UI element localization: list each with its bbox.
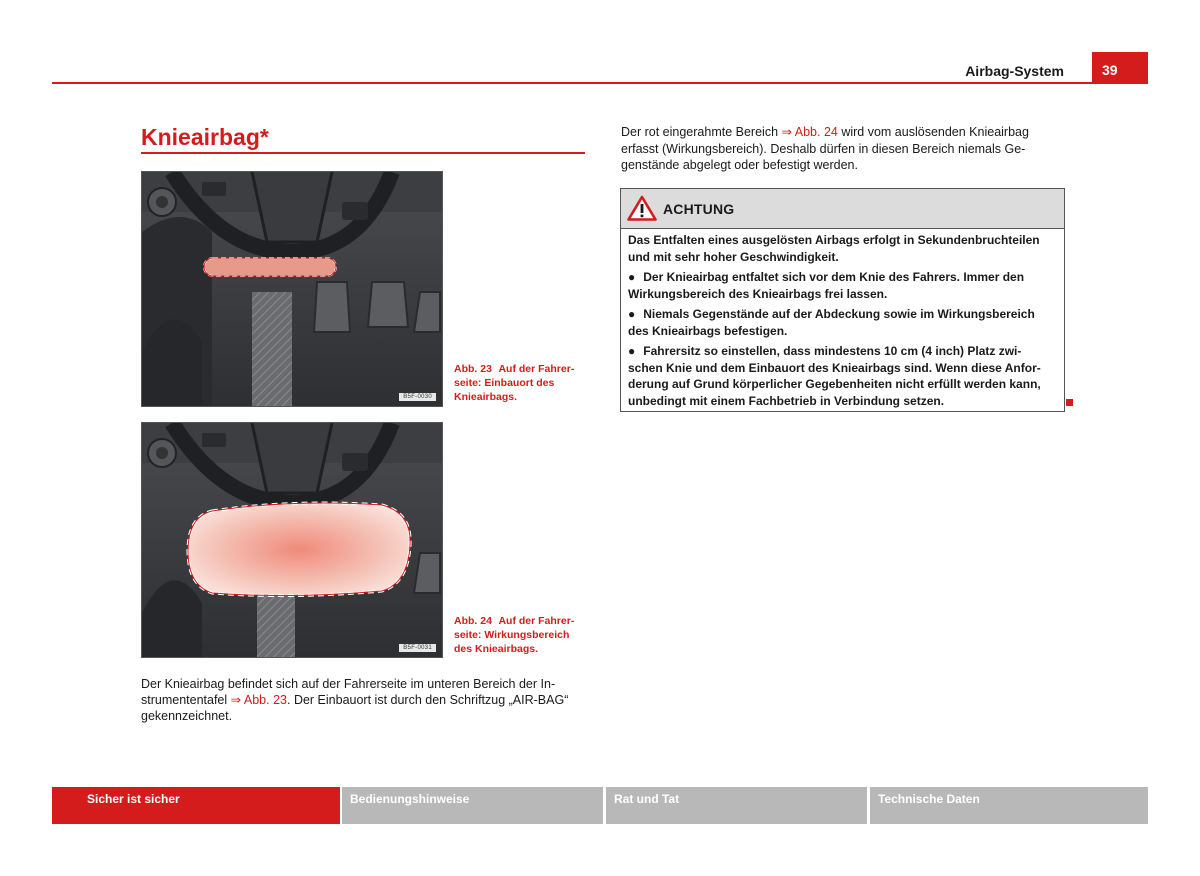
figure-caption <box>454 614 588 656</box>
page-number: 39 <box>1092 52 1148 84</box>
figure-knee-airbag-area <box>141 422 443 658</box>
bullet-icon: ● <box>628 307 636 321</box>
footer-tab-technische-daten[interactable]: Technische Daten <box>870 787 1148 824</box>
bullet-icon: ● <box>628 270 636 284</box>
body-paragraph-left <box>141 676 583 724</box>
warning-bullet <box>628 269 1056 302</box>
figure-reference-link[interactable]: ⇒ Abb. 23 <box>230 693 287 707</box>
body-paragraph-right <box>621 124 1061 174</box>
figure-reference-link[interactable]: ⇒ Abb. 24 <box>781 125 838 139</box>
warning-bullet <box>628 306 1056 339</box>
dashboard-illustration <box>142 423 442 657</box>
figure-caption-number: Abb. 24 <box>454 615 492 627</box>
footer-tab-sicher-ist-sicher[interactable]: Sicher ist sicher <box>52 787 340 824</box>
body-text: . Der Einbauort ist durch den Schriftzug „AIR-BAG“ gekennzeichnet. <box>141 693 569 723</box>
page-heading: Knieairbag* <box>141 124 269 150</box>
warning-bullet-text: Fahrersitz so einstellen, dass mindestens 10 cm (4 inch) Platz zwi-schen Knie und dem Einbauort des Knieairbags sind. Wenn diese Anfor-derung auf Grund körperlicher Gegebenheiten nicht erfüllt werden kann, unbedingt mit einem Fachbetrieb in Verbindung setzen. <box>628 344 1041 408</box>
bullet-icon: ● <box>628 344 636 358</box>
body-text: Der Knieairbag befindet sich auf der Fahrerseite im unteren Bereich der In-strumententafel <box>141 677 556 707</box>
warning-header <box>621 189 1064 229</box>
end-square-icon <box>1066 399 1073 406</box>
warning-title: ACHTUNG <box>663 201 735 217</box>
figure-code: B5F-0030 <box>399 393 436 401</box>
dashboard-illustration <box>142 172 442 406</box>
warning-intro: Das Entfalten eines ausgelösten Airbags erfolgt in Sekundenbruchteilen und mit sehr hoher Geschwindigkeit. <box>628 233 1040 264</box>
warning-triangle-icon <box>627 195 657 221</box>
warning-box <box>620 188 1065 412</box>
header-rule <box>52 82 1148 84</box>
warning-bullet <box>628 343 1056 409</box>
figure-code: B5F-0031 <box>399 644 436 652</box>
footer-tab-bedienungshinweise[interactable]: Bedienungshinweise <box>342 787 603 824</box>
section-title: Airbag-System <box>965 63 1064 79</box>
figure-caption-number: Abb. 23 <box>454 363 492 375</box>
figure-caption <box>454 362 588 404</box>
warning-body <box>628 232 1056 413</box>
body-text: wird vom auslösenden Knieairbag erfasst (Wirkungsbereich). Deshalb dürfen in diesen Bereich niemals Ge-genstände abgelegt oder befestigt werden. <box>621 125 1029 172</box>
figure-knee-airbag-location <box>141 171 443 407</box>
warning-bullet-text: Niemals Gegenstände auf der Abdeckung sowie im Wirkungsbereich des Knieairbags befestigen. <box>628 307 1035 338</box>
figure-caption-text: Auf der Fahrer-seite: Wirkungsbereich des Knieairbags. <box>454 615 575 655</box>
body-text: Der rot eingerahmte Bereich <box>621 125 782 139</box>
heading-rule <box>141 152 585 154</box>
figure-caption-text: Auf der Fahrer-seite: Einbauort des Knieairbags. <box>454 363 575 403</box>
warning-bullet-text: Der Knieairbag entfaltet sich vor dem Knie des Fahrers. Immer den Wirkungsbereich des Knieairbags frei lassen. <box>628 270 1025 301</box>
footer-tab-rat-und-tat[interactable]: Rat und Tat <box>606 787 867 824</box>
